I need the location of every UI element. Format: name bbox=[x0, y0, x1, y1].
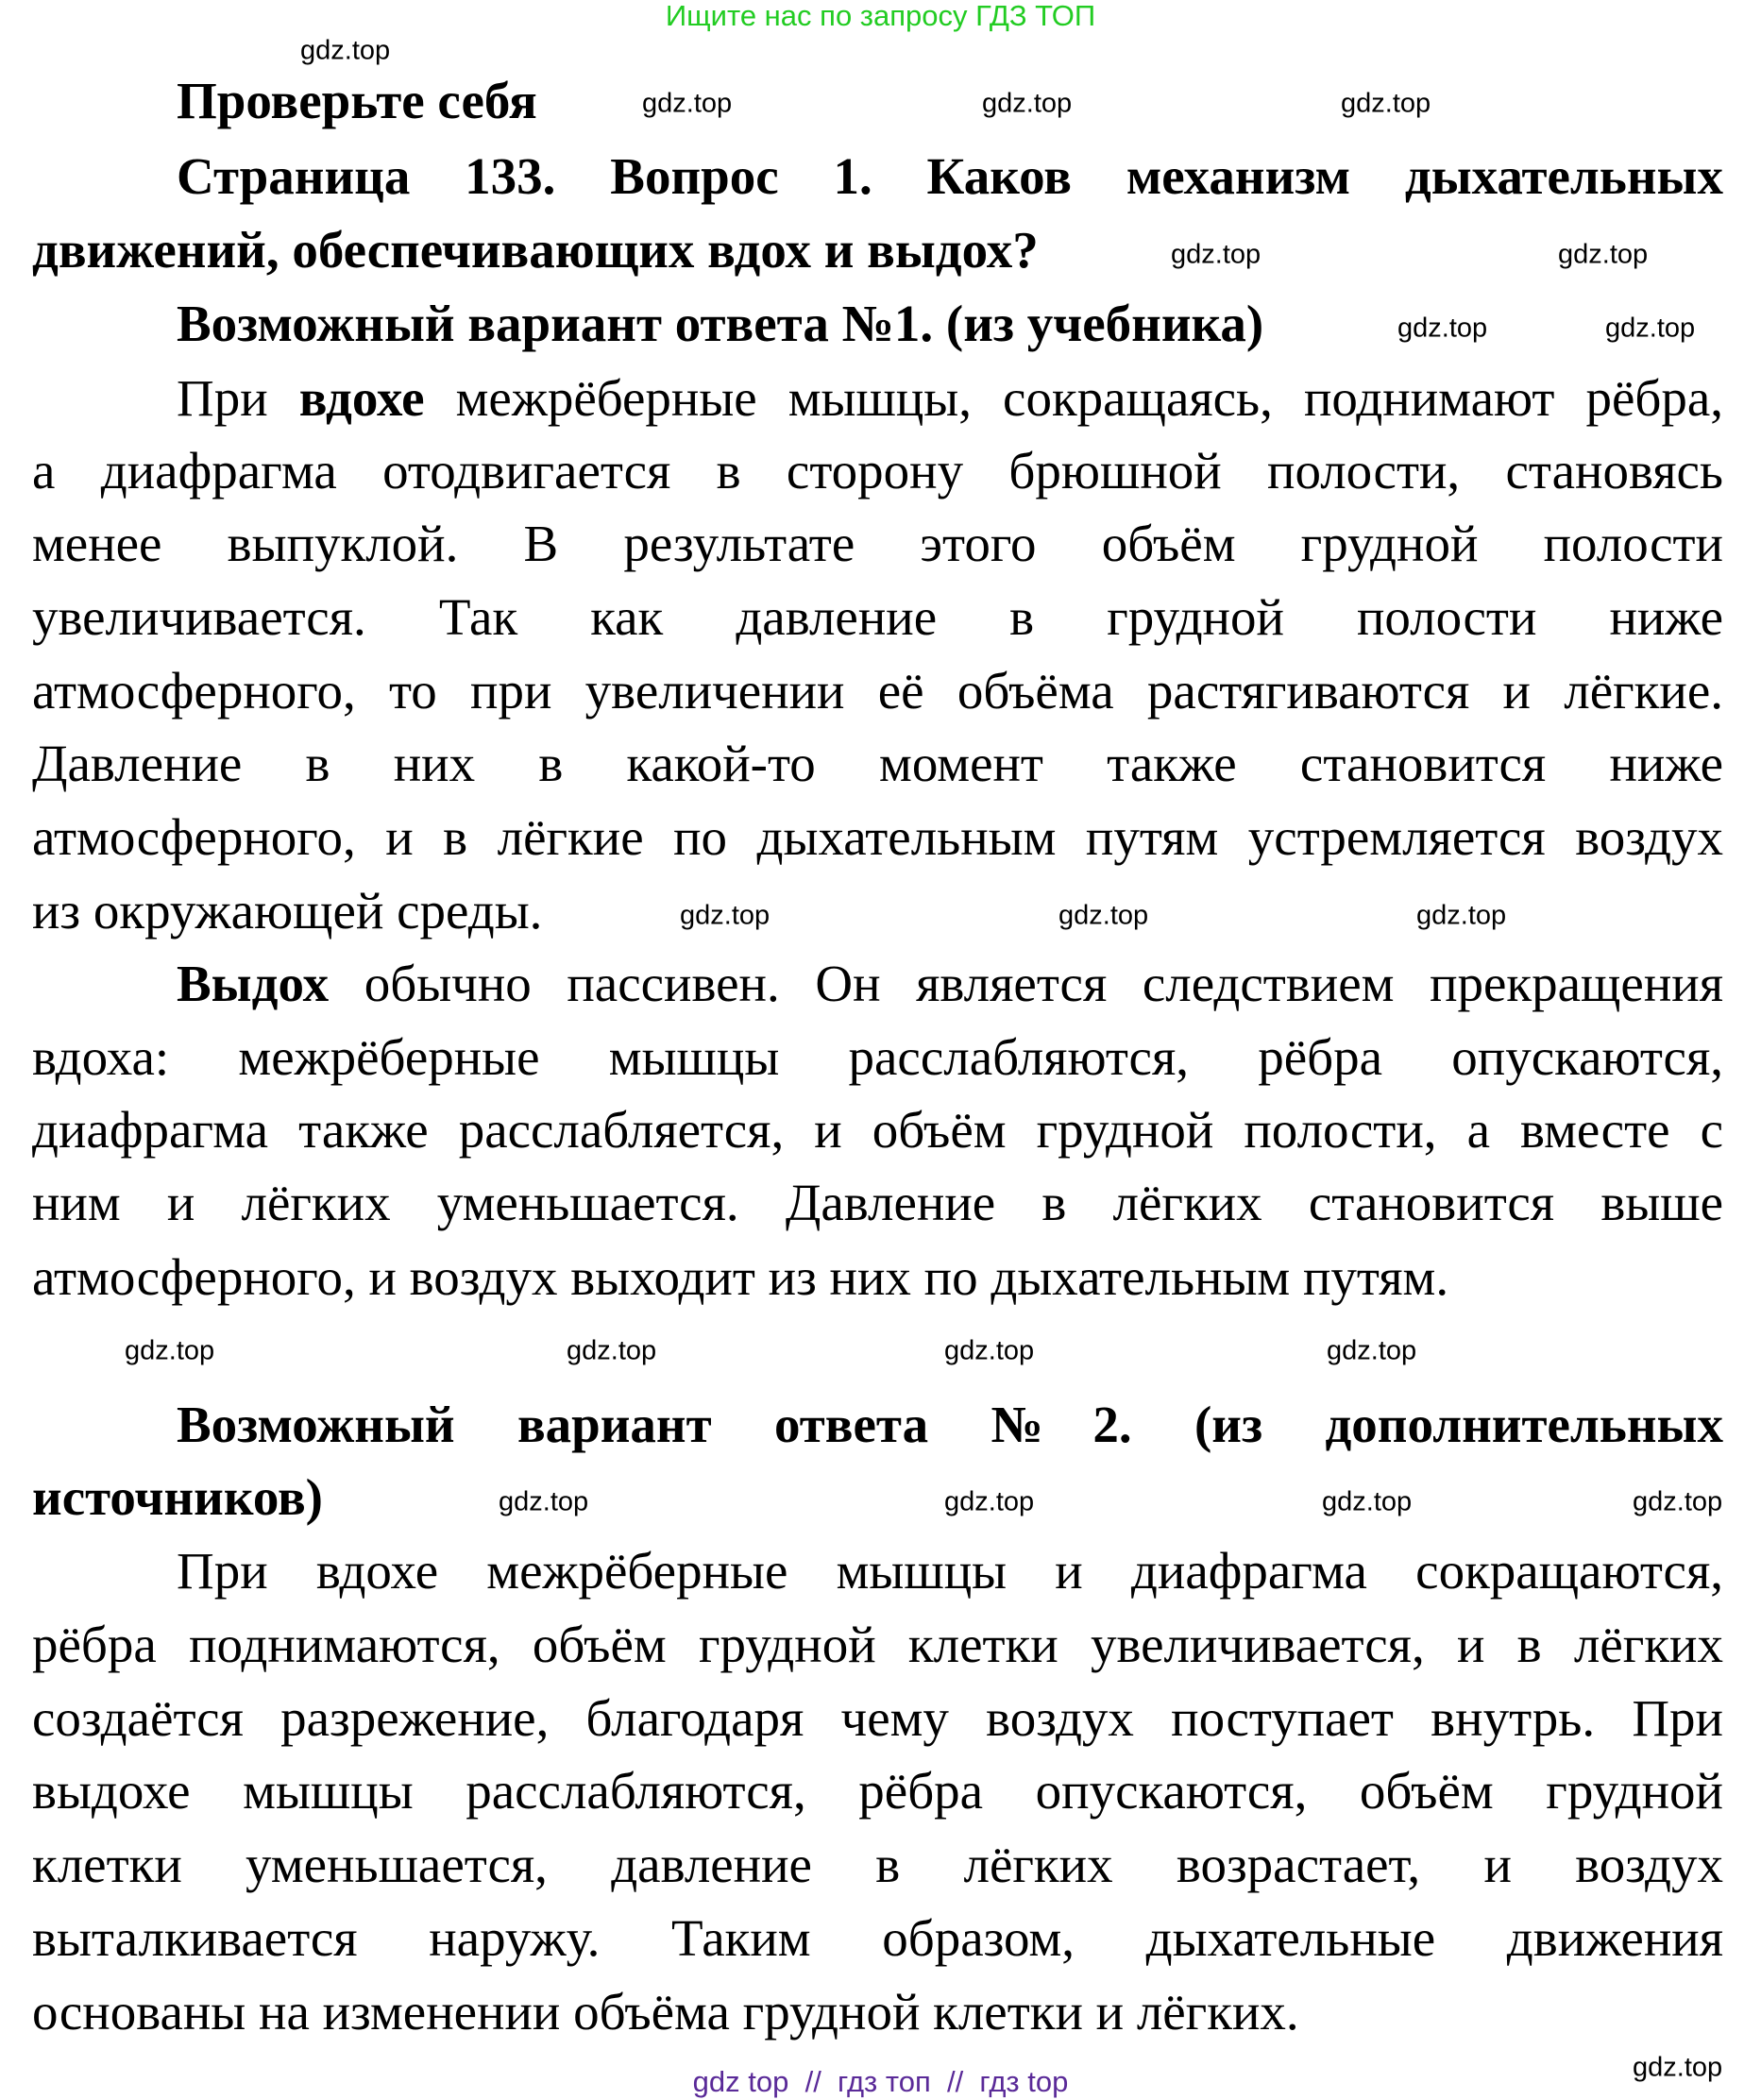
text-line: из окружающей среды. bbox=[32, 882, 543, 940]
text-line: атмосферного, и в лёгкие по дыхательным путям устремляется воздух bbox=[32, 808, 1723, 866]
text-line: а диафрагма отодвигается в сторону брюшной полости, становясь bbox=[32, 442, 1723, 500]
watermark: gdz.top bbox=[1416, 900, 1507, 931]
text-line: клетки уменьшается, давление в лёгких возрастает, и воздух bbox=[32, 1836, 1723, 1893]
text-line: диафрагма также расслабляется, и объём грудной полости, а вместе с bbox=[32, 1101, 1723, 1159]
text-line: При вдохе межрёберные мышцы и диафрагма сокращаются, bbox=[177, 1542, 1723, 1600]
watermark: gdz.top bbox=[1558, 239, 1649, 270]
footer-banner: gdz top // гдз топ // гдз top bbox=[692, 2065, 1069, 2098]
watermark: gdz.top bbox=[125, 1335, 215, 1366]
text-line: менее выпуклой. В результате этого объём грудной полости bbox=[32, 515, 1723, 572]
section-title: Проверьте себя bbox=[177, 72, 537, 129]
text-line: атмосферного, то при увеличении её объёма растягиваются и лёгкие. bbox=[32, 662, 1723, 720]
question-line: движений, обеспечивающих вдох и выдох? bbox=[32, 221, 1039, 279]
question-line: Страница 133. Вопрос 1. Каков механизм дыхательных bbox=[177, 147, 1723, 205]
watermark: gdz.top bbox=[982, 88, 1073, 119]
text: обычно пассивен. Он является следствием прекращения bbox=[329, 955, 1723, 1012]
watermark: gdz.top bbox=[1605, 313, 1696, 344]
text-line bbox=[177, 367, 1723, 430]
text-line: Давление в них в какой-то момент также становится ниже bbox=[32, 735, 1723, 792]
text-line: выдохе мышцы расслабляются, рёбра опускаются, объём грудной bbox=[32, 1762, 1723, 1820]
watermark: gdz.top bbox=[944, 1335, 1035, 1366]
text-line: атмосферного, и воздух выходит из них по дыхательным путям. bbox=[32, 1248, 1449, 1306]
text-line: увеличивается. Так как давление в грудной полости ниже bbox=[32, 588, 1723, 646]
text-line: выталкивается наружу. Таким образом, дыхательные движения bbox=[32, 1909, 1723, 1967]
watermark: gdz.top bbox=[1633, 1486, 1723, 1517]
watermark: gdz.top bbox=[567, 1335, 657, 1366]
watermark: gdz.top bbox=[1633, 2052, 1723, 2083]
watermark: gdz.top bbox=[300, 35, 391, 66]
answer1-heading: Возможный вариант ответа №1. (из учебника) bbox=[177, 295, 1264, 352]
watermark: gdz.top bbox=[1171, 239, 1261, 270]
bold-term: вдохе bbox=[298, 369, 425, 427]
text-line bbox=[177, 953, 1723, 1015]
watermark: gdz.top bbox=[1341, 88, 1431, 119]
text-line: вдоха: межрёберные мышцы расслабляются, рёбра опускаются, bbox=[32, 1028, 1723, 1086]
watermark: gdz.top bbox=[1058, 900, 1149, 931]
watermark: gdz.top bbox=[642, 88, 733, 119]
watermark: gdz.top bbox=[1397, 313, 1488, 344]
answer2-heading: Возможный вариант ответа №2. (из дополнительных bbox=[177, 1396, 1723, 1453]
watermark: gdz.top bbox=[944, 1486, 1035, 1517]
header-banner: Ищите нас по запросу ГДЗ ТОП bbox=[665, 0, 1096, 32]
answer2-heading: источников) bbox=[32, 1468, 323, 1526]
watermark: gdz.top bbox=[1327, 1335, 1417, 1366]
text-line: рёбра поднимаются, объём грудной клетки увеличивается, и в лёгких bbox=[32, 1616, 1723, 1673]
watermark: gdz.top bbox=[499, 1486, 589, 1517]
text-line: основаны на изменении объёма грудной клетки и лёгких. bbox=[32, 1983, 1299, 2041]
text-line: создаётся разрежение, благодаря чему воздух поступает внутрь. При bbox=[32, 1689, 1723, 1747]
text: межрёберные мышцы, сокращаясь, поднимают рёбра, bbox=[424, 369, 1723, 427]
watermark: gdz.top bbox=[680, 900, 770, 931]
text-line: ним и лёгких уменьшается. Давление в лёгких становится выше bbox=[32, 1174, 1723, 1231]
bold-term: Выдох bbox=[177, 955, 330, 1012]
text: При bbox=[177, 369, 299, 427]
watermark: gdz.top bbox=[1322, 1486, 1413, 1517]
